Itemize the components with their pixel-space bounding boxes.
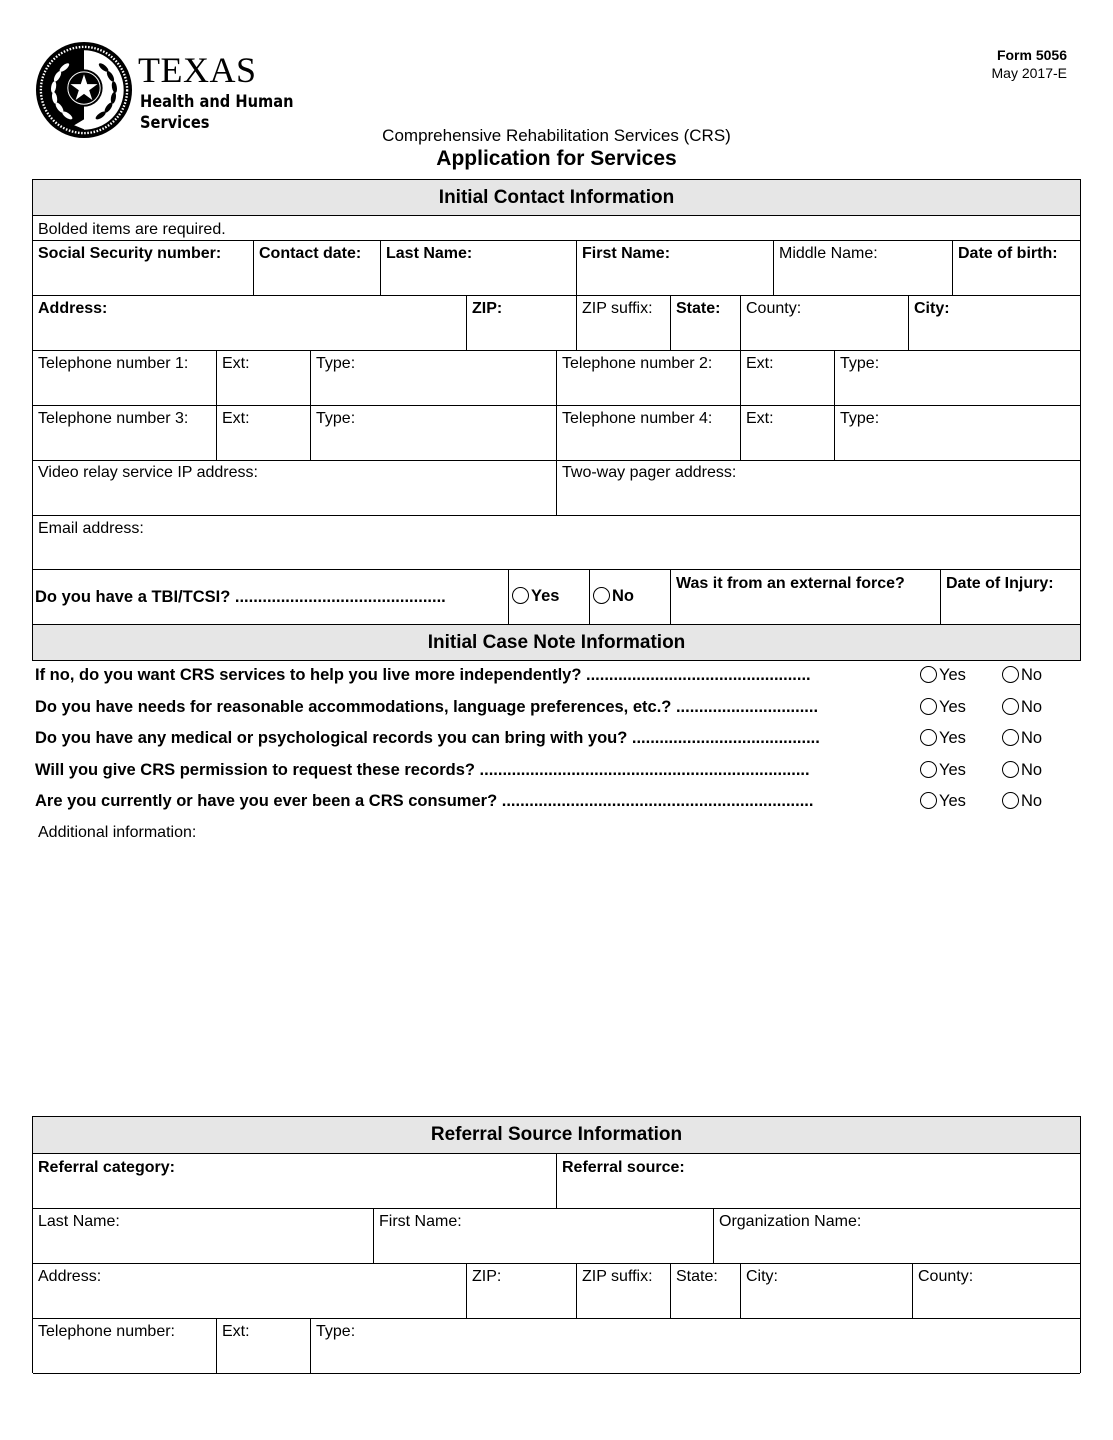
agency-subtitle-line1: Health and Human (140, 92, 294, 112)
referral-city-field[interactable]: City: (741, 1264, 913, 1319)
referral-zip-field[interactable]: ZIP: (467, 1264, 577, 1319)
no-label: No (1021, 698, 1043, 716)
telephone-4-type-field[interactable]: Type: (835, 406, 1080, 461)
yes-label: Yes (939, 729, 966, 747)
form-subtitle: Comprehensive Rehabilitation Services (CRS) (382, 126, 731, 145)
no-label: No (1021, 729, 1043, 747)
date-of-injury-field[interactable]: Date of Injury: (941, 570, 1080, 625)
case-question-1: If no, do you want CRS services to help you live more independently? ................................................. (35, 666, 811, 684)
state-field[interactable]: State: (671, 296, 741, 351)
telephone-3-field[interactable]: Telephone number 3: (33, 406, 217, 461)
form-date: May 2017-E (991, 65, 1067, 81)
telephone-1-field[interactable]: Telephone number 1: (33, 351, 217, 406)
table-border-right (1080, 215, 1081, 625)
ssn-field[interactable]: Social Security number: (33, 241, 254, 296)
additional-information-label: Additional information: (38, 824, 197, 841)
radio-icon[interactable] (920, 666, 937, 683)
address-field[interactable]: Address: (33, 296, 467, 351)
yes-label: Yes (939, 792, 966, 810)
page-title: Application for Services (436, 147, 677, 170)
radio-icon[interactable] (1002, 698, 1019, 715)
case-question-5-yes[interactable] (920, 792, 966, 811)
tbi-yes-option[interactable] (509, 570, 590, 625)
no-label: No (1021, 792, 1043, 810)
tbi-no-radio[interactable] (593, 587, 610, 604)
telephone-2-ext-field[interactable]: Ext: (741, 351, 835, 406)
case-question-1-yes[interactable] (920, 666, 966, 685)
tbi-no-label: No (612, 587, 634, 605)
section-header-referral: Referral Source Information (32, 1116, 1081, 1154)
section-header-initial-contact: Initial Contact Information (32, 179, 1081, 216)
no-label: No (1021, 666, 1043, 684)
case-question-2: Do you have needs for reasonable accommodations, language preferences, etc.? ............................... (35, 698, 819, 716)
date-of-birth-field[interactable]: Date of birth: (953, 241, 1080, 296)
tbi-no-option[interactable] (590, 570, 671, 625)
referral-category-field[interactable]: Referral category: (33, 1154, 557, 1209)
case-question-2-yes[interactable] (920, 698, 966, 717)
zip-suffix-field[interactable]: ZIP suffix: (577, 296, 671, 351)
case-question-5: Are you currently or have you ever been a CRS consumer? .................................................................... (35, 792, 814, 810)
agency-name: TEXAS (138, 50, 257, 90)
tbi-yes-label: Yes (531, 587, 560, 605)
radio-icon[interactable] (1002, 729, 1019, 746)
external-force-field[interactable]: Was it from an external force? (671, 570, 941, 625)
radio-icon[interactable] (1002, 666, 1019, 683)
case-question-5-no[interactable] (1002, 792, 1042, 811)
referral-telephone-type-field[interactable]: Type: (311, 1319, 1080, 1374)
referral-source-field[interactable]: Referral source: (557, 1154, 1080, 1209)
section-header-case-note: Initial Case Note Information (32, 624, 1081, 661)
table-border-right (1080, 1153, 1081, 1373)
telephone-2-type-field[interactable]: Type: (835, 351, 1080, 406)
yes-label: Yes (939, 666, 966, 684)
telephone-1-ext-field[interactable]: Ext: (217, 351, 311, 406)
middle-name-field[interactable]: Middle Name: (774, 241, 953, 296)
telephone-3-type-field[interactable]: Type: (311, 406, 557, 461)
contact-date-field[interactable]: Contact date: (254, 241, 381, 296)
radio-icon[interactable] (920, 792, 937, 809)
video-relay-ip-field[interactable]: Video relay service IP address: (33, 461, 557, 516)
telephone-4-field[interactable]: Telephone number 4: (557, 406, 741, 461)
agency-subtitle-line2: Services (140, 113, 210, 133)
case-question-3: Do you have any medical or psychological records you can bring with you? ......................................... (35, 729, 820, 747)
yes-label: Yes (939, 761, 966, 779)
radio-icon[interactable] (920, 761, 937, 778)
referral-state-field[interactable]: State: (671, 1264, 741, 1319)
case-question-2-no[interactable] (1002, 698, 1042, 717)
telephone-1-type-field[interactable]: Type: (311, 351, 557, 406)
radio-icon[interactable] (920, 729, 937, 746)
additional-information-input[interactable] (33, 845, 1080, 1105)
county-field[interactable]: County: (741, 296, 909, 351)
form-number: Form 5056 (996, 47, 1067, 63)
case-question-1-no[interactable] (1002, 666, 1042, 685)
two-way-pager-field[interactable]: Two-way pager address: (557, 461, 1080, 516)
referral-zip-suffix-field[interactable]: ZIP suffix: (577, 1264, 671, 1319)
radio-icon[interactable] (1002, 792, 1019, 809)
case-question-4-no[interactable] (1002, 761, 1042, 780)
referral-telephone-field[interactable]: Telephone number: (33, 1319, 217, 1374)
radio-icon[interactable] (1002, 761, 1019, 778)
telephone-3-ext-field[interactable]: Ext: (217, 406, 311, 461)
referral-telephone-ext-field[interactable]: Ext: (217, 1319, 311, 1374)
tbi-yes-radio[interactable] (512, 587, 529, 604)
email-address-field[interactable]: Email address: (33, 516, 1080, 570)
telephone-4-ext-field[interactable]: Ext: (741, 406, 835, 461)
tbi-question: Do you have a TBI/TCSI? .............................................. (33, 570, 509, 625)
city-field[interactable]: City: (909, 296, 1080, 351)
case-question-3-no[interactable] (1002, 729, 1042, 748)
yes-label: Yes (939, 698, 966, 716)
radio-icon[interactable] (920, 698, 937, 715)
referral-first-name-field[interactable]: First Name: (374, 1209, 714, 1264)
first-name-field[interactable]: First Name: (577, 241, 774, 296)
telephone-2-field[interactable]: Telephone number 2: (557, 351, 741, 406)
required-note: Bolded items are required. (33, 216, 1080, 241)
texas-seal-logo-icon (35, 41, 133, 139)
zip-field[interactable]: ZIP: (467, 296, 577, 351)
referral-last-name-field[interactable]: Last Name: (33, 1209, 374, 1264)
referral-address-field[interactable]: Address: (33, 1264, 467, 1319)
referral-county-field[interactable]: County: (913, 1264, 1080, 1319)
last-name-field[interactable]: Last Name: (381, 241, 577, 296)
no-label: No (1021, 761, 1043, 779)
case-question-4-yes[interactable] (920, 761, 966, 780)
case-question-4: Will you give CRS permission to request these records? ........................................................................ (35, 761, 810, 779)
referral-organization-name-field[interactable]: Organization Name: (714, 1209, 1080, 1264)
case-question-3-yes[interactable] (920, 729, 966, 748)
